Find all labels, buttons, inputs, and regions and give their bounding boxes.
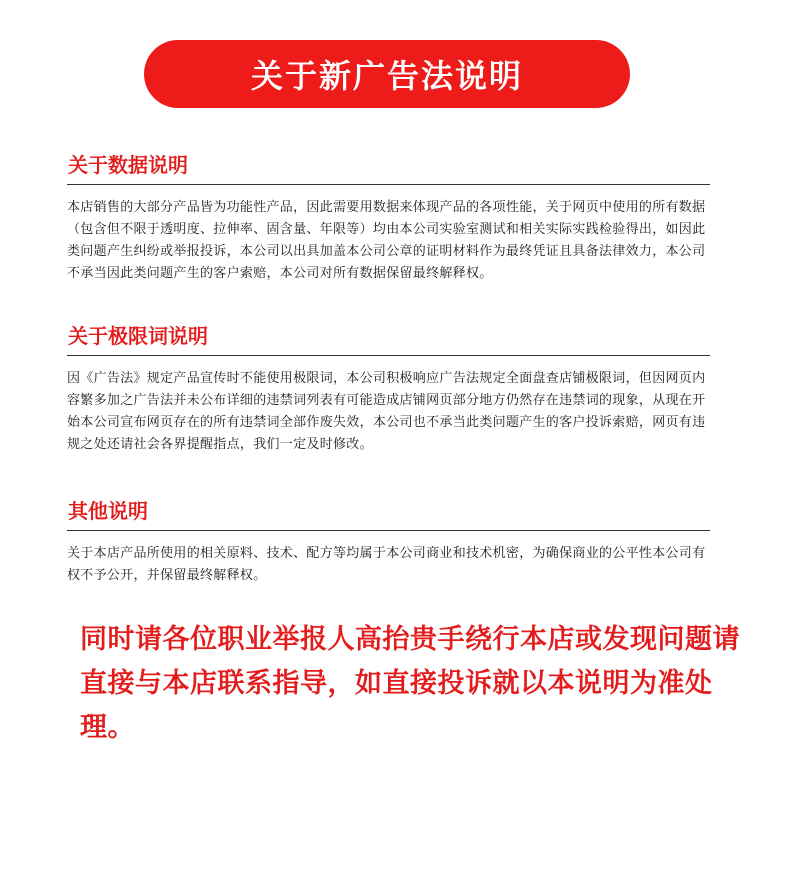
section-heading: 关于极限词说明 (68, 324, 208, 348)
section-body: 因《广告法》规定产品宣传时不能使用极限词，本公司积极响应广告法规定全面盘查店铺极限词，但因网页内容繁多加之广告法并未公布详细的违禁词列表有可能造成店铺网页部分地方仍然存在违禁词的现象，从现在开始本公司宣布网页存在的所有违禁词全部作废失效，本公司也不承当此类问题产生的客户投诉索赔，网页有违规之处还请社会各界提醒指点，我们一定及时修改。 (67, 371, 706, 452)
page-title: 关于新广告法说明 (250, 57, 523, 95)
section-other-notice (67, 497, 710, 587)
closing-statement: 同时请各位职业举报人高抬贵手绕行本店或发现问题请直接与本店联系指导，如直接投诉就以本说明为准处理。 (80, 624, 740, 743)
title-banner (144, 40, 630, 108)
section-superlative-words-notice (67, 322, 710, 456)
section-data-notice (67, 151, 710, 285)
section-divider (67, 184, 710, 185)
section-body: 关于本店产品所使用的相关原料、技术、配方等均属于本公司商业和技术机密，为确保商业的公平性本公司有权不予公开，并保留最终解释权。 (67, 546, 706, 583)
section-divider (67, 530, 710, 531)
section-body: 本店销售的大部分产品皆为功能性产品，因此需要用数据来体现产品的各项性能，关于网页中使用的所有数据（包含但不限于透明度、拉伸率、固含量、年限等）均由本公司实验室测试和相关实际实践检验得出，如因此类问题产生纠纷或举报投诉，本公司以出具加盖本公司公章的证明材料作为最终凭证且具备法律效力，本公司不承当因此类问题产生的客户索赔，本公司对所有数据保留最终解释权。 (67, 200, 706, 281)
section-divider (67, 355, 710, 356)
section-heading: 其他说明 (68, 499, 148, 523)
section-heading: 关于数据说明 (68, 153, 188, 177)
